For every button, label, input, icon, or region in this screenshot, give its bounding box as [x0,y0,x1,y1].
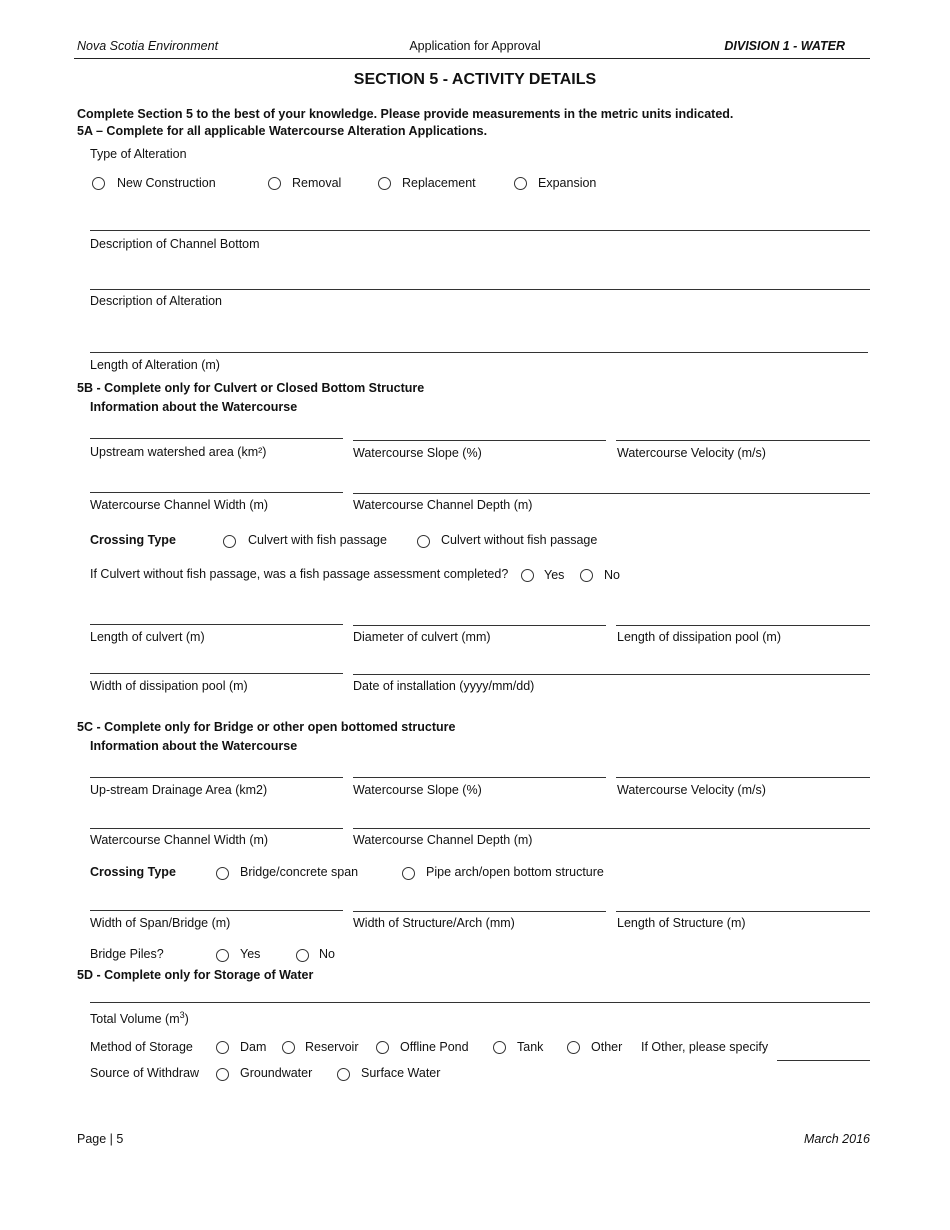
option-groundwater: Groundwater [240,1066,313,1080]
piles-yes-label: Yes [240,947,261,961]
section-5d-heading: 5D - Complete only for Storage of Water [77,968,314,982]
channel-width-5b-label: Watercourse Channel Width (m) [90,498,269,512]
option-bridge-concrete-span: Bridge/concrete span [240,865,359,879]
bridge-piles-label: Bridge Piles? [90,947,164,961]
section-5c-subheading: Information about the Watercourse [90,739,298,753]
alteration-length-field[interactable] [90,352,868,353]
option-culvert-without-fish-passage: Culvert without fish passage [441,533,598,547]
structure-length-field[interactable] [616,911,870,912]
header-division: DIVISION 1 - WATER [724,39,845,53]
radio-assessment-yes[interactable] [521,569,534,582]
section-5b-subheading: Information about the Watercourse [90,400,298,414]
source-of-withdraw-label: Source of Withdraw [90,1066,200,1080]
culvert-diameter-field[interactable] [353,625,606,626]
channel-width-5c-field[interactable] [90,828,343,829]
radio-other[interactable] [567,1041,580,1054]
radio-piles-no[interactable] [296,949,309,962]
option-replacement: Replacement [402,176,476,190]
channel-width-5c-label: Watercourse Channel Width (m) [90,833,269,847]
upstream-area-label: Upstream watershed area (km²) [90,445,267,459]
radio-offline-pond[interactable] [376,1041,389,1054]
pool-width-field[interactable] [90,673,343,674]
section-5c-heading: 5C - Complete only for Bridge or other open bottomed structure [77,720,456,734]
radio-tank[interactable] [493,1041,506,1054]
slope-5c-field[interactable] [353,777,606,778]
page-number: Page | 5 [77,1132,124,1146]
assessment-no-label: No [604,568,620,582]
radio-replacement[interactable] [378,177,391,190]
channel-bottom-field[interactable] [90,230,870,231]
radio-culvert-without-fish-passage[interactable] [417,535,430,548]
method-of-storage-label: Method of Storage [90,1040,193,1054]
header-divider [74,58,870,59]
crossing-type-5b-label: Crossing Type [90,533,176,547]
option-expansion: Expansion [538,176,597,190]
channel-bottom-label: Description of Channel Bottom [90,237,260,251]
upstream-area-field[interactable] [90,438,343,439]
channel-depth-5c-label: Watercourse Channel Depth (m) [353,833,533,847]
header-agency: Nova Scotia Environment [77,39,219,53]
velocity-5b-label: Watercourse Velocity (m/s) [617,446,766,460]
drainage-area-field[interactable] [90,777,343,778]
radio-removal[interactable] [268,177,281,190]
type-of-alteration-label: Type of Alteration [90,147,187,161]
section-title: SECTION 5 - ACTIVITY DETAILS [353,71,597,88]
slope-5b-label: Watercourse Slope (%) [353,446,482,460]
velocity-5c-field[interactable] [616,777,870,778]
alteration-length-label: Length of Alteration (m) [90,358,220,372]
radio-bridge-concrete-span[interactable] [216,867,229,880]
culvert-diameter-label: Diameter of culvert (mm) [353,630,491,644]
crossing-type-5c-label: Crossing Type [90,865,176,879]
radio-culvert-with-fish-passage[interactable] [223,535,236,548]
intro-text: Complete Section 5 to the best of your knowledge. Please provide measurements in the metric units indicated. [77,107,734,121]
assessment-yes-label: Yes [544,568,565,582]
option-offline-pond: Offline Pond [400,1040,469,1054]
channel-depth-5b-field[interactable] [353,493,870,494]
span-width-field[interactable] [90,910,343,911]
install-date-label: Date of installation (yyyy/mm/dd) [353,679,535,693]
pool-length-label: Length of dissipation pool (m) [617,630,781,644]
total-volume-field[interactable] [90,1002,870,1003]
velocity-5c-label: Watercourse Velocity (m/s) [617,783,766,797]
option-other: Other [591,1040,623,1054]
option-surface-water: Surface Water [361,1066,441,1080]
channel-width-5b-field[interactable] [90,492,343,493]
assessment-question: If Culvert without fish passage, was a fish passage assessment completed? [90,567,509,581]
radio-new-construction[interactable] [92,177,105,190]
radio-expansion[interactable] [514,177,527,190]
option-dam: Dam [240,1040,267,1054]
slope-5c-label: Watercourse Slope (%) [353,783,482,797]
section-5a-heading: 5A – Complete for all applicable Watercourse Alteration Applications. [77,124,488,138]
radio-assessment-no[interactable] [580,569,593,582]
structure-width-label: Width of Structure/Arch (mm) [353,916,515,930]
radio-groundwater[interactable] [216,1068,229,1081]
pool-width-label: Width of dissipation pool (m) [90,679,248,693]
piles-no-label: No [319,947,335,961]
channel-depth-5b-label: Watercourse Channel Depth (m) [353,498,533,512]
header-doc-title: Application for Approval [409,39,541,53]
alteration-description-field[interactable] [90,289,870,290]
option-removal: Removal [292,176,342,190]
option-new-construction: New Construction [117,176,216,190]
option-tank: Tank [517,1040,544,1054]
radio-surface-water[interactable] [337,1068,350,1081]
alteration-description-label: Description of Alteration [90,294,223,308]
option-reservoir: Reservoir [305,1040,359,1054]
radio-pipe-arch[interactable] [402,867,415,880]
channel-depth-5c-field[interactable] [353,828,870,829]
drainage-area-label: Up-stream Drainage Area (km2) [90,783,268,797]
footer-date: March 2016 [803,1132,870,1146]
install-date-field[interactable] [353,674,870,675]
section-5b-heading: 5B - Complete only for Culvert or Closed Bottom Structure [77,381,425,395]
radio-piles-yes[interactable] [216,949,229,962]
velocity-5b-field[interactable] [616,440,870,441]
culvert-length-field[interactable] [90,624,343,625]
other-specify-field[interactable] [777,1060,870,1061]
total-volume-label: Total Volume $(m^3)$ [90,1010,189,1027]
other-specify-label: If Other, please specify [641,1040,769,1054]
slope-5b-field[interactable] [353,440,606,441]
radio-reservoir[interactable] [282,1041,295,1054]
structure-length-label: Length of Structure (m) [617,916,746,930]
pool-length-field[interactable] [616,625,870,626]
option-pipe-arch: Pipe arch/open bottom structure [426,865,604,879]
radio-dam[interactable] [216,1041,229,1054]
span-width-label: Width of Span/Bridge (m) [90,916,231,930]
option-culvert-with-fish-passage: Culvert with fish passage [248,533,387,547]
culvert-length-label: Length of culvert (m) [90,630,205,644]
structure-width-field[interactable] [353,911,606,912]
